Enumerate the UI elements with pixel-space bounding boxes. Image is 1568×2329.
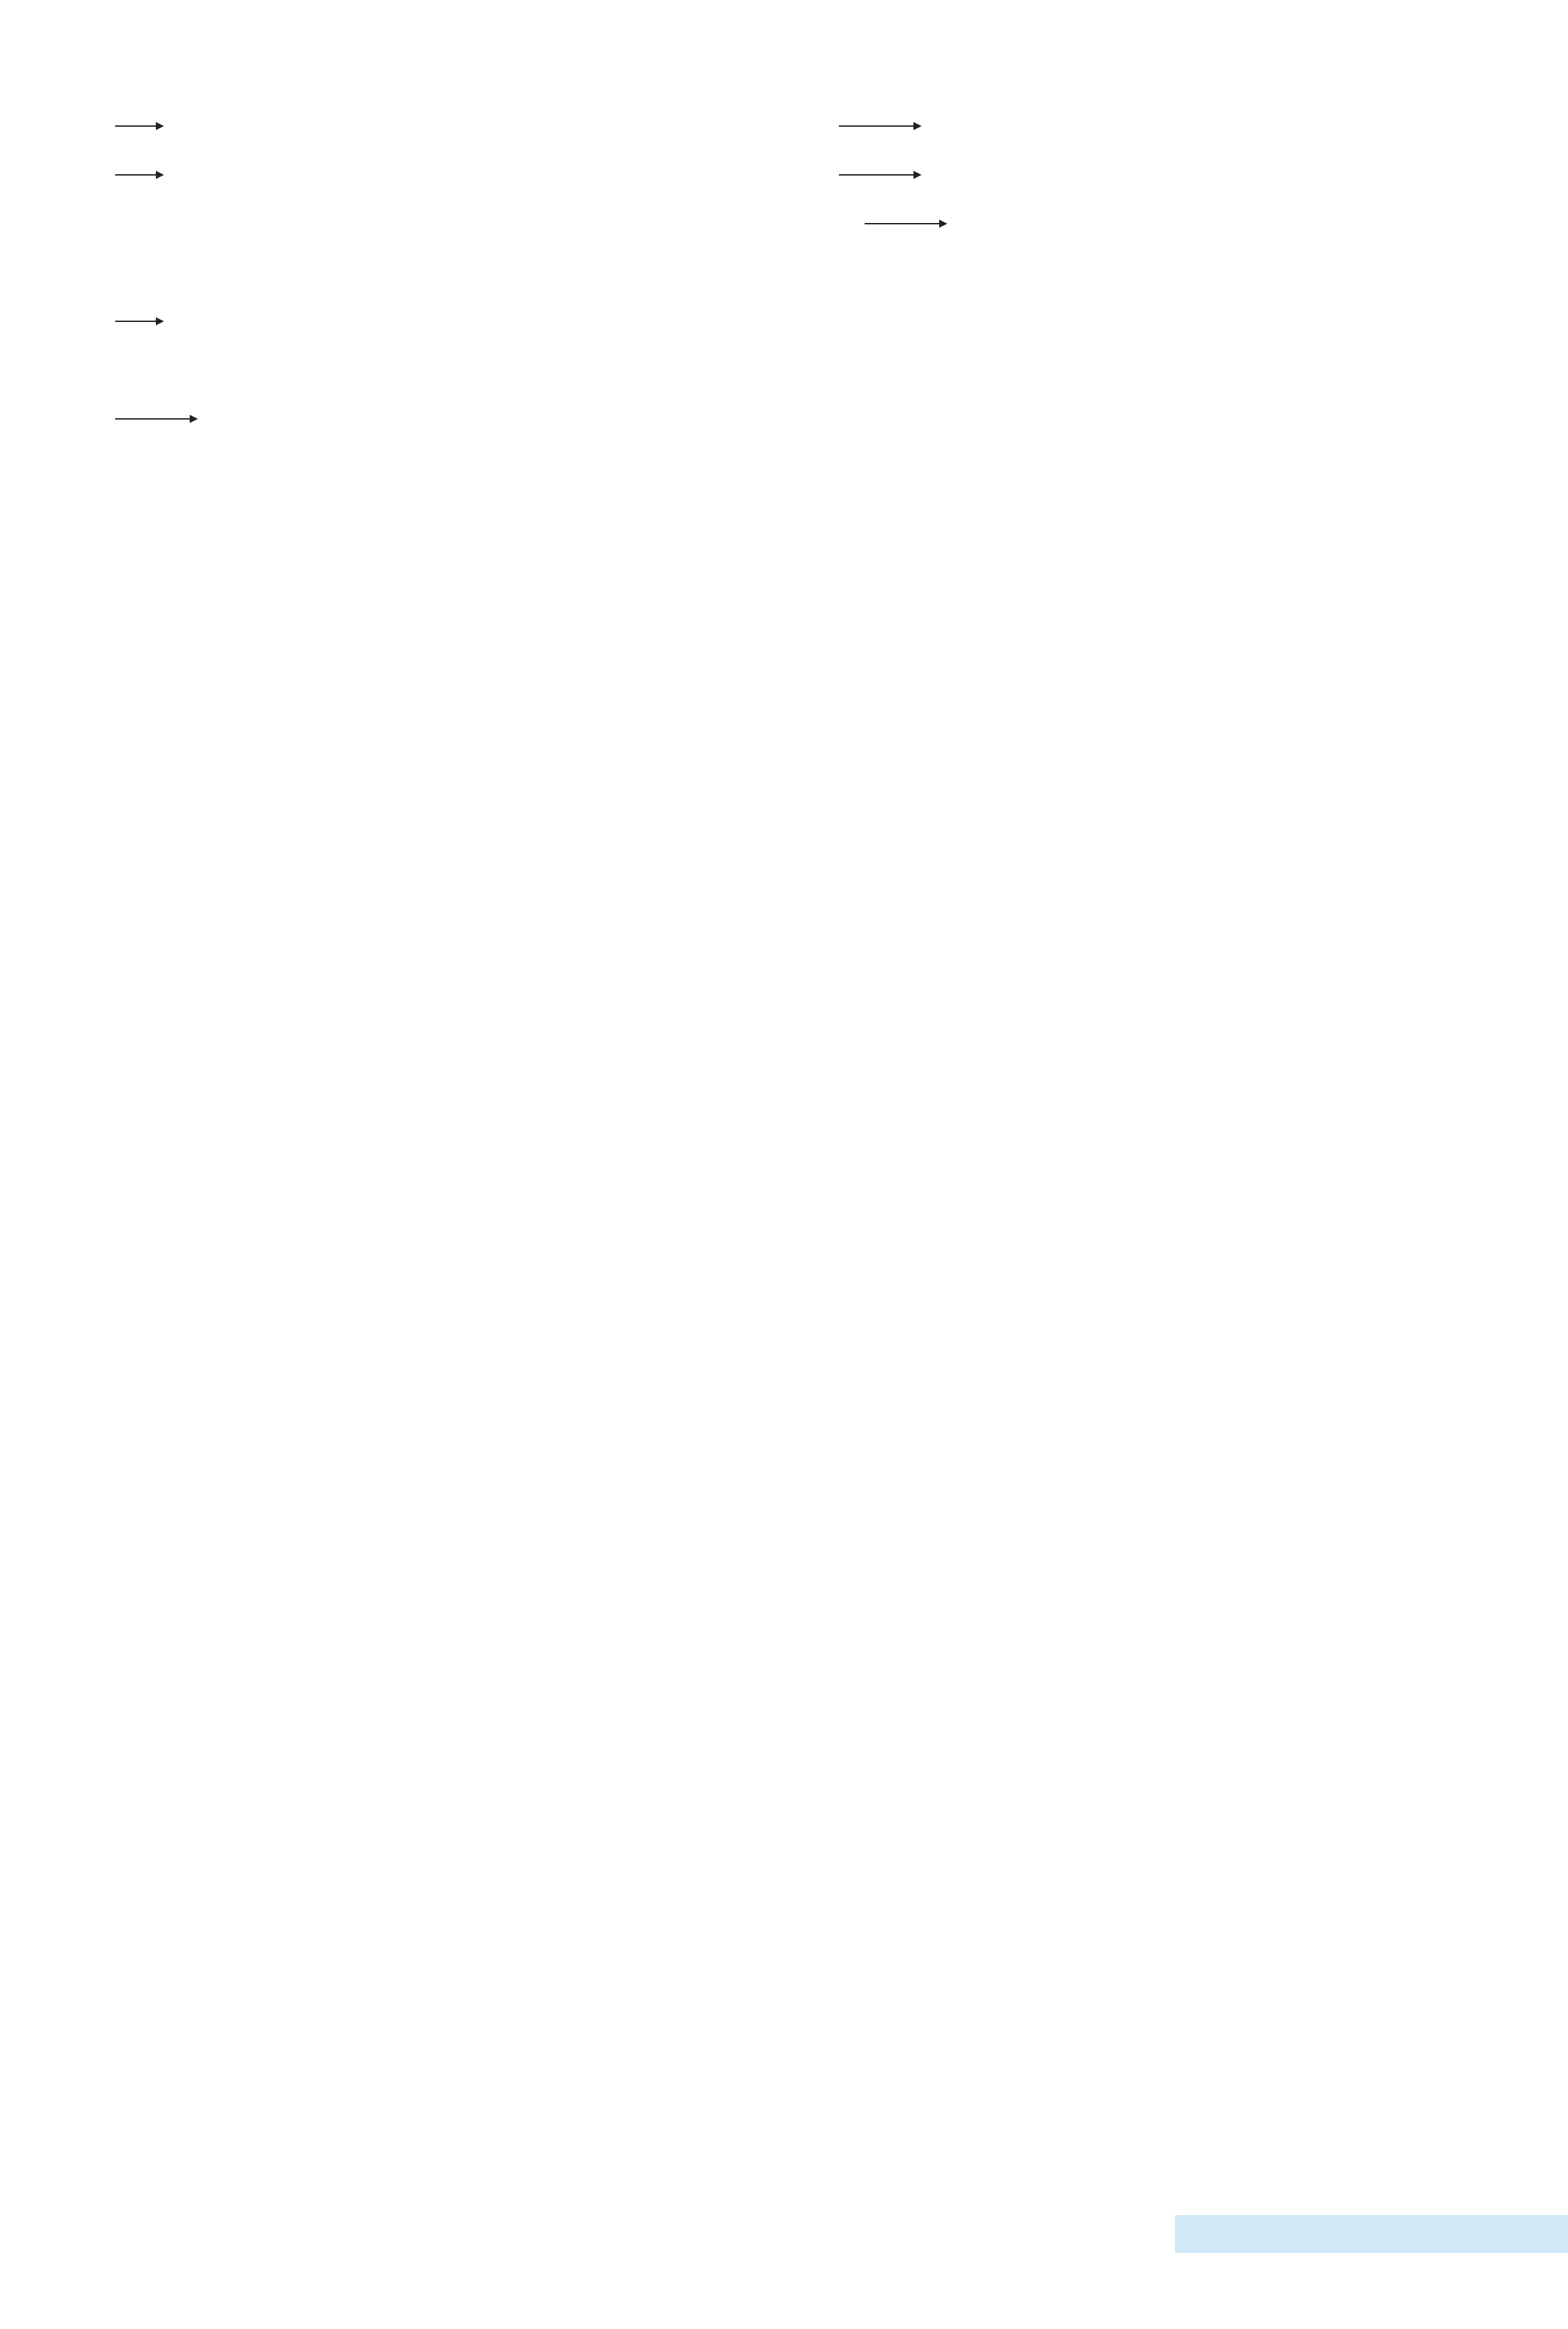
answer-6	[114, 102, 764, 150]
reaction-arrow	[865, 199, 946, 248]
tip-5	[838, 199, 1488, 259]
unit-answer-3	[838, 357, 1488, 405]
answer-5	[838, 150, 1488, 199]
footer-bar	[1175, 2215, 1568, 2253]
answer-1	[114, 199, 764, 248]
reaction-arrow	[115, 150, 163, 199]
reaction-arrow	[115, 102, 163, 150]
reaction-arrow	[115, 394, 197, 443]
right-column	[838, 102, 1488, 464]
reaction-arrow	[839, 102, 920, 150]
tip-4-continued	[838, 102, 1488, 150]
answer-4-part2	[114, 394, 764, 443]
answer-3	[114, 297, 764, 346]
unit-answer-1	[838, 259, 1488, 308]
left-column	[114, 102, 764, 443]
answer-2	[114, 248, 764, 297]
reaction-arrow	[839, 150, 920, 199]
answer-4	[114, 346, 764, 394]
tip-6	[114, 150, 764, 199]
unit-answer-2	[838, 308, 1488, 357]
unit-answer-4	[838, 405, 1488, 465]
reaction-arrow	[115, 297, 163, 346]
